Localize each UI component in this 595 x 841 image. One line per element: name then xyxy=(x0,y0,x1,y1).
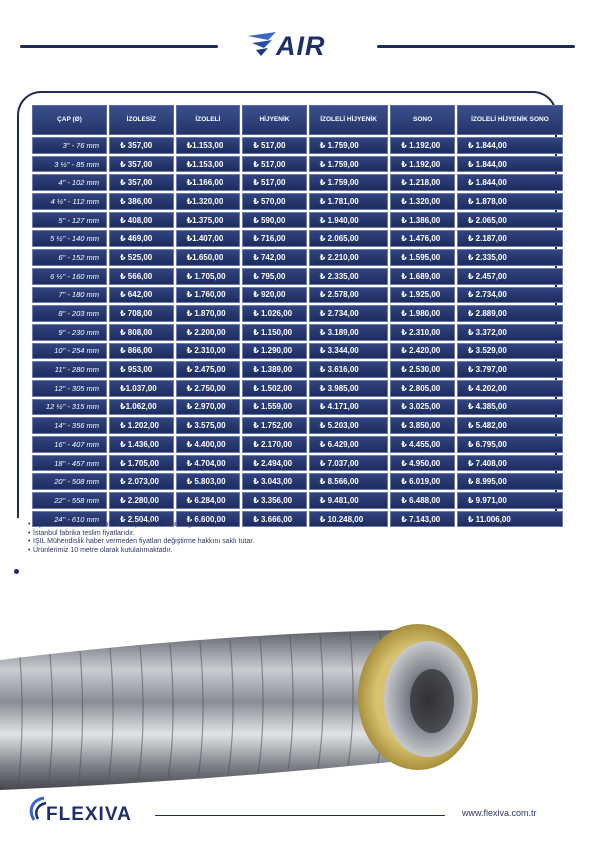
table-row xyxy=(32,287,563,304)
price-cell: ₺ 525,00 xyxy=(109,249,174,266)
table-row xyxy=(32,137,563,154)
price-cell: ₺ 1.689,00 xyxy=(390,268,455,285)
diameter-cell: 12" - 305 mm xyxy=(32,380,107,397)
diameter-cell: 12 ½" - 315 mm xyxy=(32,399,107,416)
price-cell: ₺ 590,00 xyxy=(242,212,307,229)
price-cell: ₺ 4.950,00 xyxy=(390,455,455,472)
column-header: İZOLELİ HİJYENİK SONO xyxy=(457,105,563,135)
price-cell: ₺ 9.481,00 xyxy=(309,492,389,509)
diameter-cell: 8" - 203 mm xyxy=(32,305,107,322)
price-cell: ₺ 7.408,00 xyxy=(457,455,563,472)
price-cell: ₺ 1.759,00 xyxy=(309,137,389,154)
price-cell: ₺ 6.795,00 xyxy=(457,436,563,453)
table-row xyxy=(32,156,563,173)
price-cell: ₺ 2.335,00 xyxy=(457,249,563,266)
price-cell: ₺ 4.385,00 xyxy=(457,399,563,416)
price-table-wrapper xyxy=(30,103,566,529)
price-cell: ₺ 1.559,00 xyxy=(242,399,307,416)
price-cell: ₺ 808,00 xyxy=(109,324,174,341)
price-cell: ₺ 5.482,00 xyxy=(457,417,563,434)
price-cell: ₺ 1.150,00 xyxy=(242,324,307,341)
price-cell: ₺ 3.356,00 xyxy=(242,492,307,509)
column-header: İZOLESİZ xyxy=(109,105,174,135)
table-row xyxy=(32,268,563,285)
price-cell: ₺ 795,00 xyxy=(242,268,307,285)
price-cell: ₺ 2.734,00 xyxy=(457,287,563,304)
table-row xyxy=(32,249,563,266)
price-cell: ₺ 517,00 xyxy=(242,174,307,191)
price-cell: ₺ 7.143,00 xyxy=(390,511,455,528)
price-cell: ₺ 866,00 xyxy=(109,343,174,360)
price-cell: ₺ 2.494,00 xyxy=(242,455,307,472)
diameter-cell: 10" - 254 mm xyxy=(32,343,107,360)
price-cell: ₺ 1.192,00 xyxy=(390,137,455,154)
price-cell: ₺ 1.705,00 xyxy=(109,455,174,472)
price-cell: ₺ 517,00 xyxy=(242,137,307,154)
price-cell: ₺1.375,00 xyxy=(176,212,241,229)
diameter-cell: 18" - 457 mm xyxy=(32,455,107,472)
price-cell: ₺ 3.575,00 xyxy=(176,417,241,434)
price-cell: ₺ 3.189,00 xyxy=(309,324,389,341)
table-row xyxy=(32,230,563,247)
diameter-cell: 7" - 180 mm xyxy=(32,287,107,304)
price-cell: ₺ 2.530,00 xyxy=(390,361,455,378)
price-cell: ₺ 3.529,00 xyxy=(457,343,563,360)
price-cell: ₺ 953,00 xyxy=(109,361,174,378)
diameter-cell: 6 ½" - 160 mm xyxy=(32,268,107,285)
price-cell: ₺ 920,00 xyxy=(242,287,307,304)
price-cell: ₺ 2.065,00 xyxy=(309,230,389,247)
price-cell: ₺ 6.429,00 xyxy=(309,436,389,453)
price-cell: ₺ 2.310,00 xyxy=(390,324,455,341)
price-cell: ₺ 3.985,00 xyxy=(309,380,389,397)
price-cell: ₺ 1.940,00 xyxy=(309,212,389,229)
price-cell: ₺1.407,00 xyxy=(176,230,241,247)
table-row xyxy=(32,492,563,509)
price-cell: ₺ 469,00 xyxy=(109,230,174,247)
price-cell: ₺ 566,00 xyxy=(109,268,174,285)
note-item: • Ürünlerimiz 10 metre olarak kutulanmaktadır. xyxy=(28,546,173,554)
price-cell: ₺ 716,00 xyxy=(242,230,307,247)
price-cell: ₺ 2.280,00 xyxy=(109,492,174,509)
price-cell: ₺ 2.578,00 xyxy=(309,287,389,304)
price-cell: ₺ 2.457,00 xyxy=(457,268,563,285)
price-cell: ₺ 1.705,00 xyxy=(176,268,241,285)
diameter-cell: 16" - 407 mm xyxy=(32,436,107,453)
price-table xyxy=(30,103,565,529)
note-item: • IŞIL Mühendislik haber vermeden fiyatları değiştirme hakkını saklı tutar. xyxy=(28,538,255,545)
price-cell: ₺ 1.290,00 xyxy=(242,343,307,360)
price-cell: ₺ 2.504,00 xyxy=(109,511,174,528)
price-cell: ₺ 9.971,00 xyxy=(457,492,563,509)
price-cell: ₺ 3.043,00 xyxy=(242,473,307,490)
diameter-cell: 6" - 152 mm xyxy=(32,249,107,266)
footer-rule xyxy=(155,815,445,816)
price-cell: ₺ 4.704,00 xyxy=(176,455,241,472)
price-cell: ₺ 2.210,00 xyxy=(309,249,389,266)
header-rule-left xyxy=(20,45,218,48)
note-item: • İstanbul fabrika teslim fiyatlarıdır. xyxy=(28,529,135,537)
table-row xyxy=(32,417,563,434)
price-cell: ₺ 1.870,00 xyxy=(176,305,241,322)
price-cell: ₺ 1.759,00 xyxy=(309,156,389,173)
price-cell: ₺ 2.065,00 xyxy=(457,212,563,229)
price-cell: ₺ 1.218,00 xyxy=(390,174,455,191)
diameter-cell: 24" - 610 mm xyxy=(32,511,107,528)
price-cell: ₺ 1.844,00 xyxy=(457,137,563,154)
table-row xyxy=(32,361,563,378)
price-cell: ₺ 6.284,00 xyxy=(176,492,241,509)
flexible-duct-image xyxy=(0,585,595,800)
price-cell: ₺ 3.025,00 xyxy=(390,399,455,416)
price-cell: ₺ 2.187,00 xyxy=(457,230,563,247)
price-table-body xyxy=(32,137,563,527)
flexiva-swirl-icon xyxy=(26,794,48,824)
price-cell: ₺ 1.386,00 xyxy=(390,212,455,229)
price-cell: ₺ 3.797,00 xyxy=(457,361,563,378)
diameter-cell: 22" - 558 mm xyxy=(32,492,107,509)
header-rule-right xyxy=(377,45,575,48)
table-row xyxy=(32,193,563,210)
price-cell: ₺ 2.335,00 xyxy=(309,268,389,285)
price-cell: ₺ 1.781,00 xyxy=(309,193,389,210)
price-cell: ₺ 2.475,00 xyxy=(176,361,241,378)
price-cell: ₺ 642,00 xyxy=(109,287,174,304)
price-cell: ₺ 1.192,00 xyxy=(390,156,455,173)
diameter-cell: 4" - 102 mm xyxy=(32,174,107,191)
price-cell: ₺ 4.455,00 xyxy=(390,436,455,453)
price-cell: ₺ 1.389,00 xyxy=(242,361,307,378)
price-cell: ₺ 10.248,00 xyxy=(309,511,389,528)
price-cell: ₺ 357,00 xyxy=(109,174,174,191)
price-cell: ₺ 4.400,00 xyxy=(176,436,241,453)
price-cell: ₺ 1.752,00 xyxy=(242,417,307,434)
column-header: ÇAP (Ø) xyxy=(32,105,107,135)
price-cell: ₺ 742,00 xyxy=(242,249,307,266)
price-cell: ₺ 8.566,00 xyxy=(309,473,389,490)
price-cell: ₺ 517,00 xyxy=(242,156,307,173)
price-cell: ₺ 8.995,00 xyxy=(457,473,563,490)
diameter-cell: 20" - 508 mm xyxy=(32,473,107,490)
price-cell: ₺ 3.372,00 xyxy=(457,324,563,341)
column-header: İZOLELİ xyxy=(176,105,241,135)
note-item: • Fiyatlar Türk Lirası olarak verilmiştir. KDV dahil değildir. xyxy=(28,521,205,528)
price-cell: ₺ 1.436,00 xyxy=(109,436,174,453)
price-cell: ₺ 7.037,00 xyxy=(309,455,389,472)
price-cell: ₺1.320,00 xyxy=(176,193,241,210)
price-cell: ₺1.037,00 xyxy=(109,380,174,397)
price-cell: ₺ 2.805,00 xyxy=(390,380,455,397)
decorative-dot xyxy=(14,569,19,574)
price-cell: ₺ 408,00 xyxy=(109,212,174,229)
price-cell: ₺ 1.844,00 xyxy=(457,156,563,173)
table-row xyxy=(32,399,563,416)
price-cell: ₺1.062,00 xyxy=(109,399,174,416)
price-cell: ₺ 2.310,00 xyxy=(176,343,241,360)
price-cell: ₺ 708,00 xyxy=(109,305,174,322)
price-cell: ₺ 1.595,00 xyxy=(390,249,455,266)
price-cell: ₺ 11.006,00 xyxy=(457,511,563,528)
column-header: SONO xyxy=(390,105,455,135)
diameter-cell: 5" - 127 mm xyxy=(32,212,107,229)
price-cell: ₺ 357,00 xyxy=(109,156,174,173)
column-header: İZOLELİ HİJYENİK xyxy=(309,105,389,135)
table-row xyxy=(32,380,563,397)
price-cell: ₺ 3.344,00 xyxy=(309,343,389,360)
price-cell: ₺ 2.073,00 xyxy=(109,473,174,490)
price-cell: ₺ 2.889,00 xyxy=(457,305,563,322)
price-cell: ₺ 5.803,00 xyxy=(176,473,241,490)
column-header: HİJYENİK xyxy=(242,105,307,135)
price-cell: ₺ 386,00 xyxy=(109,193,174,210)
notes-list xyxy=(28,521,254,555)
air-logo-text: AIR xyxy=(276,31,326,61)
price-cell: ₺ 1.202,00 xyxy=(109,417,174,434)
price-cell: ₺ 2.970,00 xyxy=(176,399,241,416)
price-cell: ₺ 4.171,00 xyxy=(309,399,389,416)
price-cell: ₺ 1.925,00 xyxy=(390,287,455,304)
price-cell: ₺ 1.844,00 xyxy=(457,174,563,191)
price-cell: ₺ 2.200,00 xyxy=(176,324,241,341)
table-row xyxy=(32,455,563,472)
price-cell: ₺ 1.502,00 xyxy=(242,380,307,397)
table-row xyxy=(32,212,563,229)
price-cell: ₺1.650,00 xyxy=(176,249,241,266)
price-cell: ₺ 1.878,00 xyxy=(457,193,563,210)
price-cell: ₺ 6.600,00 xyxy=(176,511,241,528)
price-cell: ₺ 357,00 xyxy=(109,137,174,154)
price-table-header xyxy=(32,105,563,135)
flexiva-logo xyxy=(26,792,151,828)
table-row xyxy=(32,343,563,360)
table-row xyxy=(32,305,563,322)
price-cell: ₺ 3.850,00 xyxy=(390,417,455,434)
price-cell: ₺ 4.202,00 xyxy=(457,380,563,397)
price-cell: ₺1.166,00 xyxy=(176,174,241,191)
price-cell: ₺ 570,00 xyxy=(242,193,307,210)
diameter-cell: 14" - 356 mm xyxy=(32,417,107,434)
diameter-cell: 11" - 280 mm xyxy=(32,361,107,378)
diameter-cell: 3 ½" - 85 mm xyxy=(32,156,107,173)
price-cell: ₺ 1.476,00 xyxy=(390,230,455,247)
price-cell: ₺ 1.759,00 xyxy=(309,174,389,191)
price-cell: ₺ 1.760,00 xyxy=(176,287,241,304)
price-cell: ₺ 2.170,00 xyxy=(242,436,307,453)
price-cell: ₺ 1.980,00 xyxy=(390,305,455,322)
diameter-cell: 9" - 230 mm xyxy=(32,324,107,341)
price-cell: ₺ 2.750,00 xyxy=(176,380,241,397)
price-cell: ₺ 2.734,00 xyxy=(309,305,389,322)
price-cell: ₺1.153,00 xyxy=(176,156,241,173)
price-cell: ₺ 2.420,00 xyxy=(390,343,455,360)
price-cell: ₺ 6.019,00 xyxy=(390,473,455,490)
table-row xyxy=(32,174,563,191)
air-wing-icon xyxy=(246,30,280,60)
price-cell: ₺ 6.488,00 xyxy=(390,492,455,509)
diameter-cell: 3" - 76 mm xyxy=(32,137,107,154)
diameter-cell: 4 ½" - 112 mm xyxy=(32,193,107,210)
price-cell: ₺1.153,00 xyxy=(176,137,241,154)
price-cell: ₺ 3.616,00 xyxy=(309,361,389,378)
air-logo xyxy=(246,30,348,62)
price-cell: ₺ 5.203,00 xyxy=(309,417,389,434)
footer-website-link[interactable]: www.flexiva.com.tr xyxy=(462,808,537,818)
diameter-cell: 5 ½" - 140 mm xyxy=(32,230,107,247)
table-row xyxy=(32,473,563,490)
table-row xyxy=(32,436,563,453)
table-row xyxy=(32,324,563,341)
price-cell: ₺ 1.026,00 xyxy=(242,305,307,322)
price-cell: ₺ 3.666,00 xyxy=(242,511,307,528)
price-cell: ₺ 1.320,00 xyxy=(390,193,455,210)
flexiva-logo-text: FLEXIVA xyxy=(46,804,132,825)
